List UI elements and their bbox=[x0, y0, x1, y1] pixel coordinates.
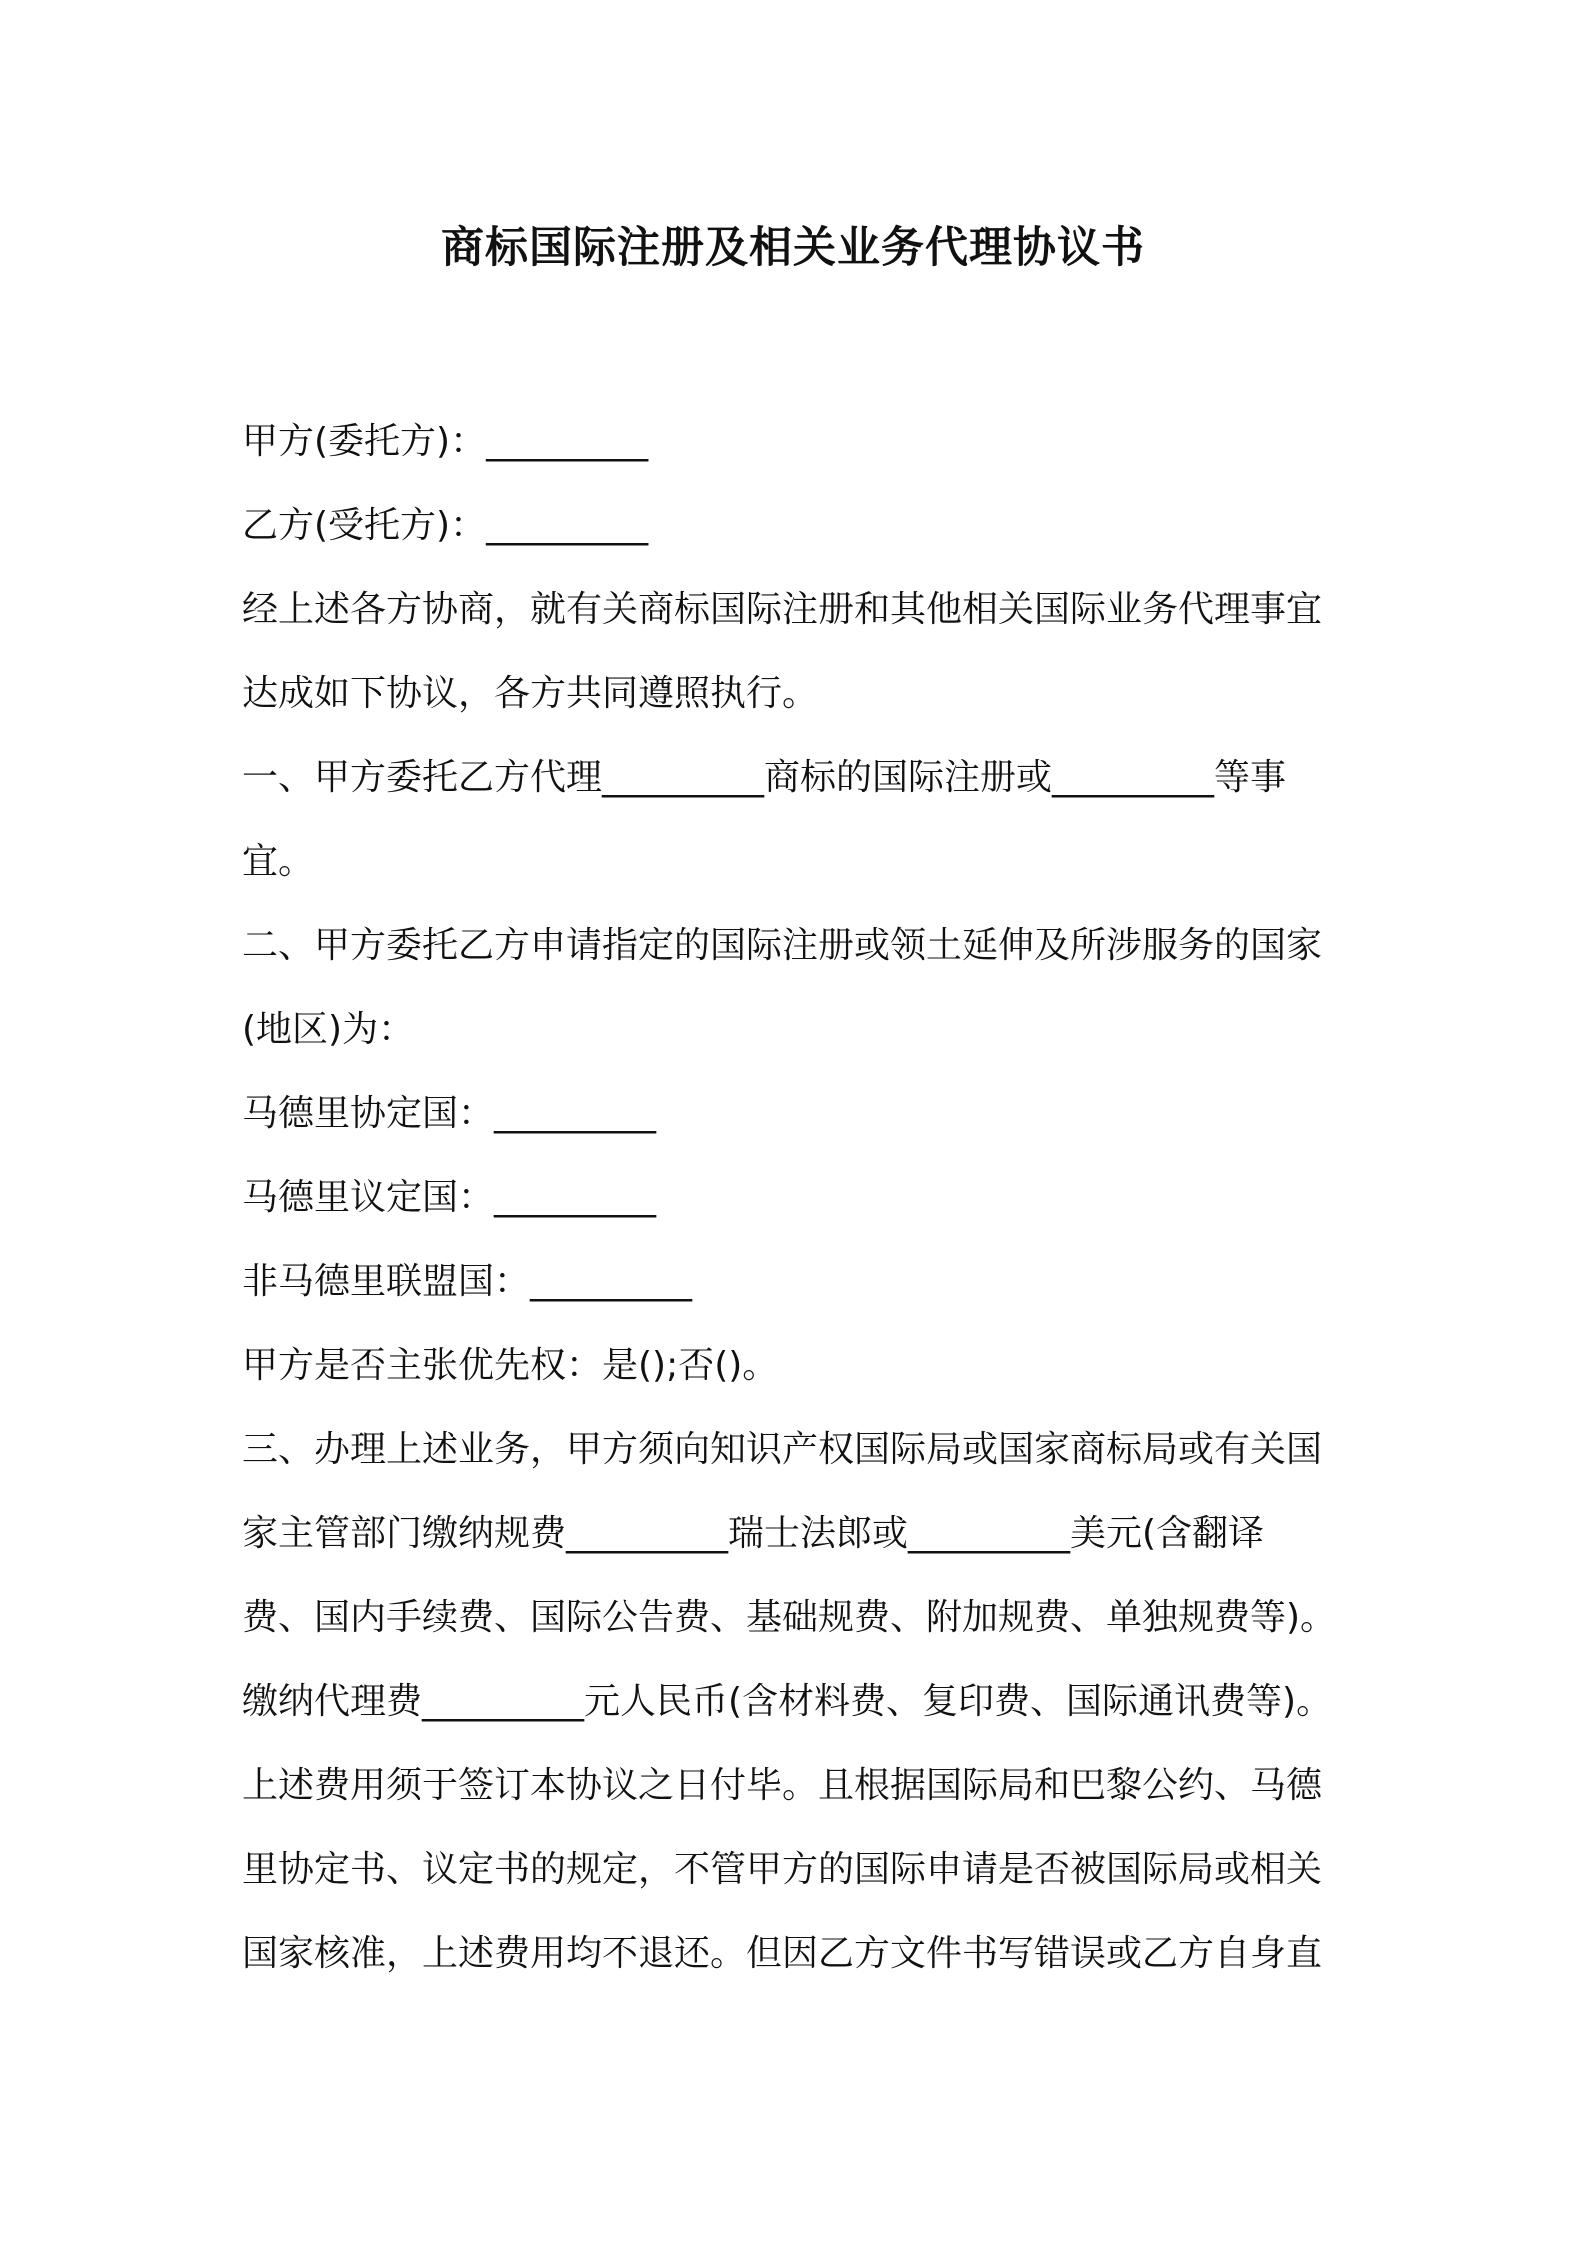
preamble-line: 达成如下协议，各方共同遵照执行。 bbox=[242, 673, 819, 714]
non-madrid-line: 非马德里联盟国：_________ bbox=[242, 1261, 693, 1302]
preamble-line: 经上述各方协商，就有关商标国际注册和其他相关国际业务代理事宜 bbox=[242, 589, 1323, 630]
priority-claim-line: 甲方是否主张优先权：是();否()。 bbox=[242, 1345, 779, 1386]
clause-3-line: 三、办理上述业务，甲方须向知识产权国际局或国家商标局或有关国 bbox=[242, 1429, 1323, 1470]
clause-3-line: 国家核准，上述费用均不退还。但因乙方文件书写错误或乙方自身直 bbox=[242, 1933, 1323, 1974]
agency-fee-line: 缴纳代理费_________元人民币(含材料费、复印费、国际通讯费等)。 bbox=[242, 1681, 1333, 1722]
clause-2-line: 二、甲方委托乙方申请指定的国际注册或领土延伸及所涉服务的国家 bbox=[242, 925, 1323, 966]
clause-3-line: 上述费用须于签订本协议之日付毕。且根据国际局和巴黎公约、马德 bbox=[242, 1765, 1323, 1806]
madrid-agreement-line: 马德里协定国：_________ bbox=[242, 1093, 657, 1134]
clause-1-line: 宜。 bbox=[242, 841, 315, 882]
clause-3-line: 里协定书、议定书的规定，不管甲方的国际申请是否被国际局或相关 bbox=[242, 1849, 1323, 1890]
party-a-line: 甲方(委托方)：_________ bbox=[242, 421, 649, 462]
clause-1-line: 一、甲方委托乙方代理_________商标的国际注册或_________等事 bbox=[242, 757, 1287, 798]
clause-2-line: (地区)为： bbox=[242, 1009, 415, 1050]
document-title: 商标国际注册及相关业务代理协议书 bbox=[441, 223, 1145, 273]
clause-3-line: 家主管部门缴纳规费_________瑞士法郎或_________美元(含翻译 bbox=[242, 1513, 1265, 1554]
document-body bbox=[242, 400, 1362, 1996]
party-b-line: 乙方(受托方)：_________ bbox=[242, 505, 649, 546]
clause-3-line: 费、国内手续费、国际公告费、基础规费、附加规费、单独规费等)。 bbox=[242, 1597, 1337, 1638]
madrid-protocol-line: 马德里议定国：_________ bbox=[242, 1177, 657, 1218]
